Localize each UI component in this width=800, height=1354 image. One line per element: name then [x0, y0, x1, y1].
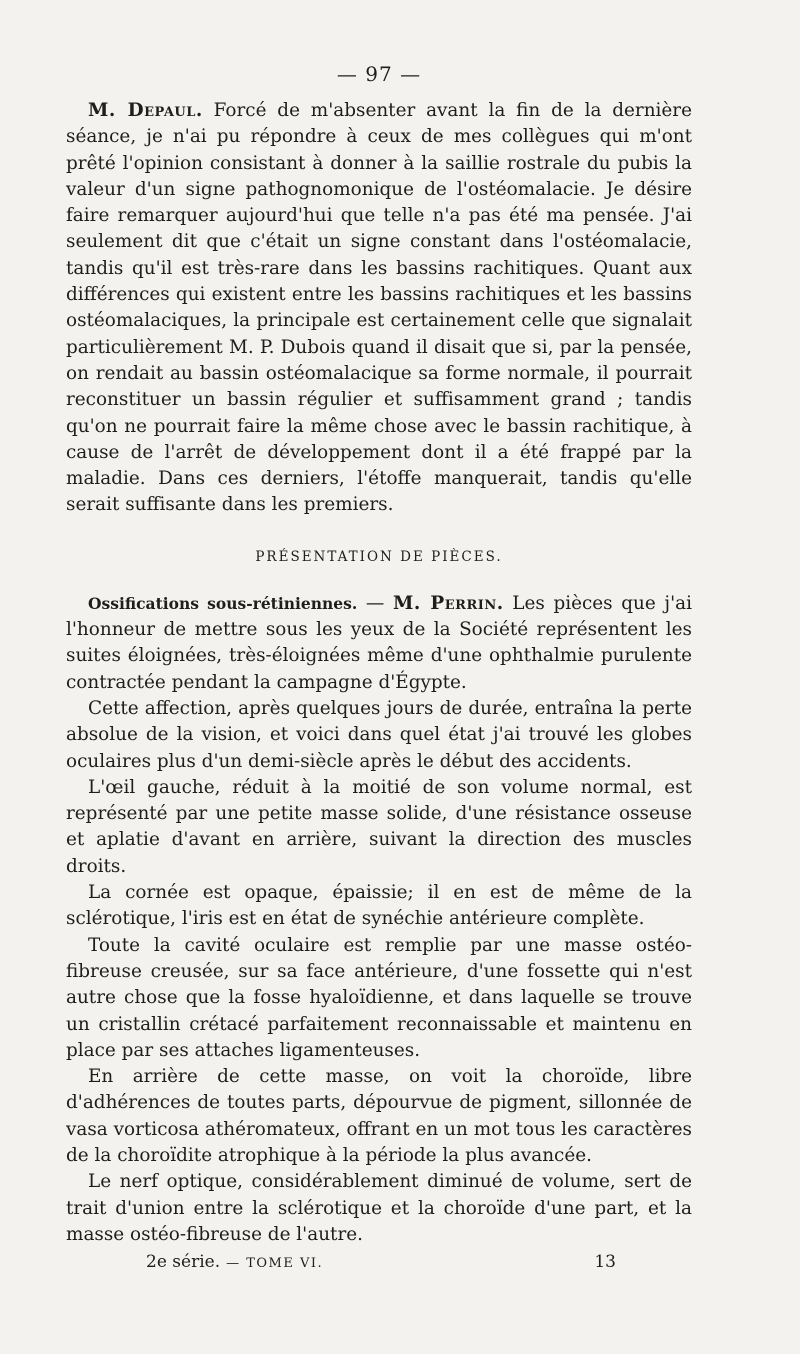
section-heading: PRÉSENTATION DE PIÈCES. [255, 548, 503, 565]
title-dash: — [357, 592, 393, 614]
perrin-intro: Les pièces que j'ai l'honneur de mettre sous les yeux de la Société représentent les suites éloignées, très-éloignées même d'une ophthalmie purulente contractée pendant la campagne d'Égypte. [66, 592, 693, 693]
page-number: — 97 — [336, 62, 422, 86]
speaker-depaul: M. Depaul. [88, 100, 203, 121]
speaker-perrin: M. Perrin. [392, 592, 504, 614]
depaul-paragraph [66, 98, 692, 519]
body-paragraph: Cette affection, après quelques jours de durée, entraîna la perte absolue de la vision, et voici dans quel état j'ai trouvé les globes oculaires plus d'un demi-siècle après le début des accidents. [66, 697, 692, 772]
footer-series: 2e série. [146, 1252, 221, 1273]
body-paragraph: La cornée est opaque, épaissie; il en est de même de la sclérotique, l'iris est en état de synéchie antérieure complète. [66, 882, 692, 930]
depaul-text: Forcé de m'absenter avant la fin de la dernière séance, je n'ai pu répondre à ceux de mes collègues qui m'ont prêté l'opinion consistant à donner à la saillie rostrale du pubis la valeur d'un signe pathognomonique de l'ostéomalacie. Je désire faire remarquer aujourd'hui que telle n'a pas été ma pensée. J'ai seulement dit que c'était un signe constant dans l'ostéomalacie, tandis qu'il est très-rare dans les bassins rachitiques. Quant aux différences qui existent entre les bassins rachitiques et les bassins ostéomalaciques, la principale est certainement celle que signalait particulièrement M. P. Dubois quand il disait que si, par la pensée, on rendait au bassin ostéomalacique sa forme normale, il pourrait reconstituer un bassin régulier et suffisamment grand ; tandis qu'on ne pourrait faire la même chose avec le bassin rachitique, à cause de l'arrêt de développement dont il a été frappé par la maladie. Dans ces derniers, l'étoffe manquerait, tandis qu'elle serait suffisante dans les premiers. [66, 100, 692, 516]
footer-sheet-number: 13 [594, 1252, 616, 1273]
body-paragraph: Le nerf optique, considérablement diminué de volume, sert de trait d'union entre la sclérotique et la choroïde d'une part, et la masse ostéo-fibreuse de l'autre. [66, 1171, 692, 1245]
footer-tome: — TOME VI. [226, 1256, 324, 1272]
article-title: Ossifications sous-rétiniennes. [88, 593, 358, 613]
body-paragraph: Toute la cavité oculaire est remplie par une masse ostéo-fibreuse creusée, sur sa face antérieure, d'une fossette qui n'est autre chose que la fosse hyaloïdienne, et dans laquelle se trouve un cristallin crétacé parfaitement reconnaissable et maintenu en place par ses attaches ligamenteuses. [66, 934, 692, 1061]
perrin-paragraph [66, 591, 692, 696]
body-paragraph: L'œil gauche, réduit à la moitié de son volume normal, est représenté par une petite masse solide, d'une résistance osseuse et aplatie d'avant en arrière, suivant la direction des muscles droits. [66, 776, 692, 877]
body-paragraph: En arrière de cette masse, on voit la choroïde, libre d'adhérences de toutes parts, dépourvue de pigment, sillonnée de vasa vorticosa athéromateux, offrant en un mot tous les caractères de la choroïdite atrophique à la période la plus avancée. [66, 1066, 692, 1166]
book-page [66, 62, 692, 1272]
page-footer [66, 1252, 692, 1272]
